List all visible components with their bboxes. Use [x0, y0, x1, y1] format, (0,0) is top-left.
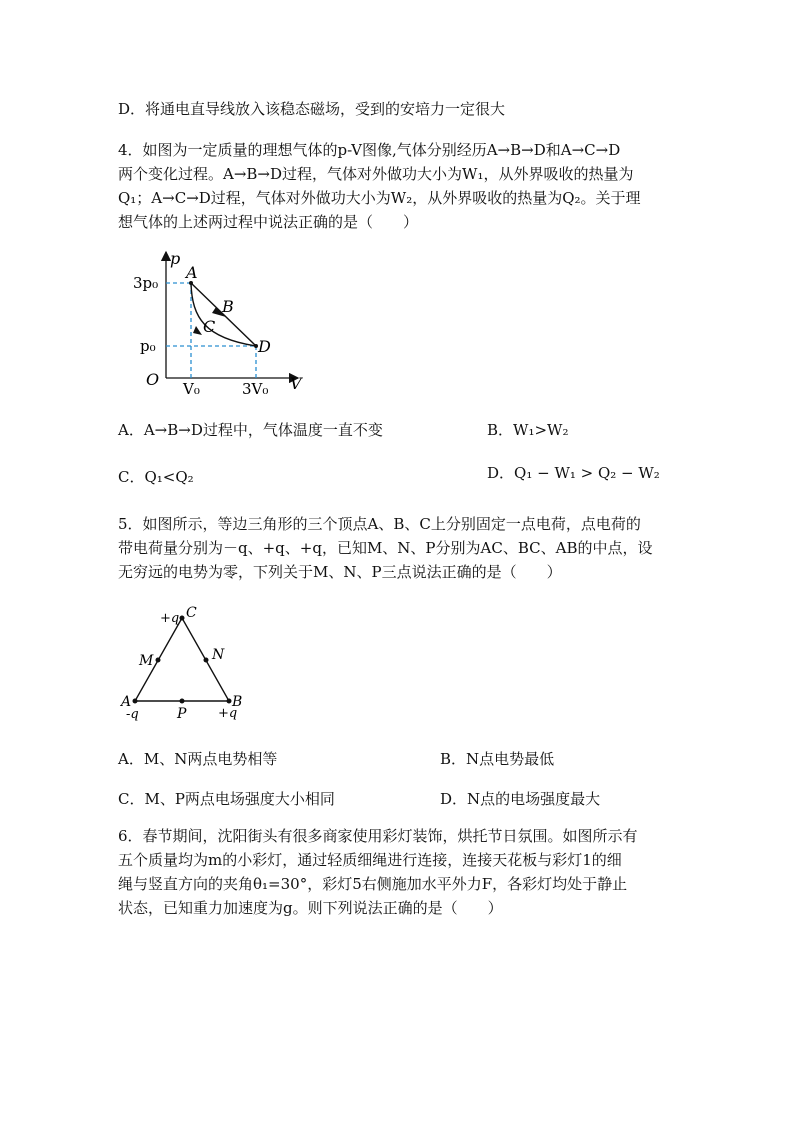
q6-stem-line-2: 五个质量均为m的小彩灯，通过轻质细绳进行连接，连接天花板与彩灯1的细 — [118, 851, 622, 869]
q4-option-a: A．A→B→D过程中，气体温度一直不变 — [118, 421, 383, 439]
q5-charge-c: +q — [160, 611, 180, 626]
q4-option-c: C．Q₁<Q₂ — [118, 468, 194, 486]
q4-label-b: B — [222, 297, 234, 316]
q4-label-c: C — [203, 317, 216, 336]
q5-option-b: B．N点电势最低 — [440, 750, 555, 768]
q4-y-tick-3p0: 3p₀ — [133, 274, 159, 292]
q4-label-a: A — [186, 263, 198, 282]
q6-stem-line-3: 绳与竖直方向的夹角θ₁=30°，彩灯5右侧施加水平外力F，各彩灯均处于静止 — [118, 875, 628, 893]
q6-stem-line-1: 6．春节期间，沈阳街头有很多商家使用彩灯装饰，烘托节日氛围。如图所示有 — [118, 827, 638, 845]
q5-option-d: D．N点的电场强度最大 — [440, 790, 601, 808]
q4-x-tick-3v0: 3V₀ — [242, 380, 269, 398]
q5-dot-c — [180, 616, 185, 621]
q4-stem-line-3: Q₁；A→C→D过程，气体对外做功大小为W₂，从外界吸收的热量为Q₂。关于理 — [118, 189, 641, 207]
q5-label-b: B — [232, 694, 243, 710]
q5-label-a: A — [121, 694, 132, 710]
q5-stem-line-1: 5．如图所示，等边三角形的三个顶点A、B、C上分别固定一点电荷，点电荷的 — [118, 515, 641, 533]
q3-option-d: D．将通电直导线放入该稳态磁场，受到的安培力一定很大 — [118, 100, 506, 118]
q5-charge-b: +q — [218, 706, 238, 721]
q4-stem-line-2: 两个变化过程。A→B→D过程，气体对外做功大小为W₁，从外界吸收的热量为 — [118, 165, 634, 183]
q5-dot-m — [156, 658, 161, 663]
q4-arrow-c — [193, 326, 202, 335]
q5-dot-a — [133, 699, 138, 704]
q5-stem-line-2: 带电荷量分别为－q、+q、+q，已知M、N、P分别为AC、BC、AB的中点，设 — [118, 539, 653, 557]
q5-stem-line-3: 无穷远的电势为零，下列关于M、N、P三点说法正确的是（ ） — [118, 563, 562, 581]
q5-label-c: C — [186, 605, 197, 621]
q5-label-m: M — [139, 653, 154, 669]
q5-dot-n — [204, 658, 209, 663]
q4-y-axis-label: p — [170, 249, 181, 268]
q4-origin-label: O — [146, 370, 160, 389]
q5-option-c: C．M、P两点电场强度大小相同 — [118, 790, 335, 808]
q5-option-a: A．M、N两点电势相等 — [118, 750, 278, 768]
q4-label-d: D — [258, 337, 271, 356]
q4-y-tick-p0: p₀ — [140, 337, 156, 355]
q5-label-p: P — [177, 706, 187, 722]
q4-x-tick-v0: V₀ — [183, 380, 200, 398]
q5-dot-p — [180, 699, 185, 704]
q4-option-b: B．W₁>W₂ — [487, 421, 569, 439]
q4-stem-line-1: 4．如图为一定质量的理想气体的p-V图像,气体分别经历A→B→D和A→C→D — [118, 141, 621, 159]
q5-label-n: N — [212, 647, 225, 663]
q4-option-d: D．Q₁ − W₁ > Q₂ − W₂ — [487, 464, 660, 482]
q5-charge-a: -q — [126, 707, 139, 722]
q5-dot-b — [227, 699, 232, 704]
q6-stem-line-4: 状态，已知重力加速度为g。则下列说法正确的是（ ） — [118, 899, 503, 917]
q4-stem-line-4: 想气体的上述两过程中说法正确的是（ ） — [118, 213, 419, 231]
q4-x-axis-label: V — [290, 374, 302, 393]
